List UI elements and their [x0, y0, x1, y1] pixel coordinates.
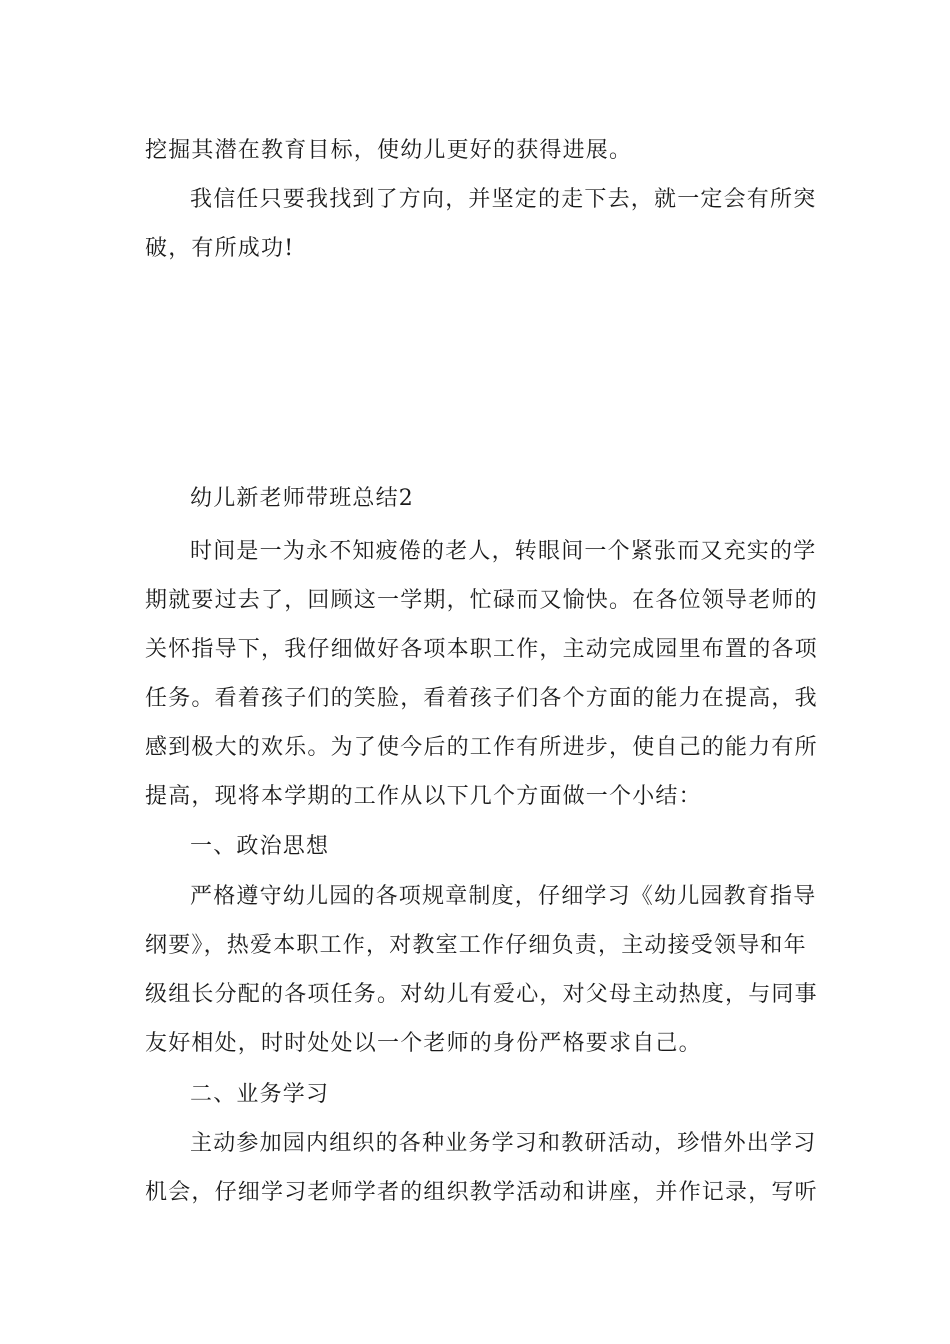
paragraph-line: 关怀指导下，我仔细做好各项本职工作，主动完成园里布置的各项 — [145, 637, 818, 662]
section-title: 幼儿新老师带班总结2 — [190, 486, 414, 511]
paragraph-line: 挖掘其潜在教育目标，使幼儿更好的获得进展。 — [145, 138, 633, 163]
paragraph-line: 纲要》，热爱本职工作，对教室工作仔细负责，主动接受领导和年 — [145, 933, 807, 958]
paragraph-line: 提高，现将本学期的工作从以下几个方面做一个小结： — [145, 784, 702, 809]
paragraph-line: 破，有所成功! — [145, 236, 295, 261]
paragraph-line: 严格遵守幼儿园的各项规章制度，仔细学习《幼儿园教育指导 — [190, 884, 817, 909]
paragraph-line: 我信任只要我找到了方向，并坚定的走下去，就一定会有所突 — [190, 187, 817, 212]
paragraph-line: 时间是一为永不知疲倦的老人，转眼间一个紧张而又充实的学 — [190, 539, 817, 564]
paragraph-line: 主动参加园内组织的各种业务学习和教研活动，珍惜外出学习 — [190, 1131, 817, 1156]
paragraph-line: 任务。看着孩子们的笑脸，看着孩子们各个方面的能力在提高，我 — [145, 686, 818, 711]
paragraph-line: 机会，仔细学习老师学者的组织教学活动和讲座，并作记录，写听 — [145, 1180, 818, 1205]
paragraph-line: 友好相处，时时处处以一个老师的身份严格要求自己。 — [145, 1031, 702, 1056]
paragraph-line: 级组长分配的各项任务。对幼儿有爱心，对父母主动热度，与同事 — [145, 982, 818, 1007]
paragraph-line: 感到极大的欢乐。为了使今后的工作有所进步，使自己的能力有所 — [145, 735, 818, 760]
section-heading: 二、业务学习 — [190, 1082, 330, 1107]
paragraph-line: 期就要过去了，回顾这一学期，忙碌而又愉快。在各位领导老师的 — [145, 588, 818, 613]
section-heading: 一、政治思想 — [190, 834, 330, 859]
